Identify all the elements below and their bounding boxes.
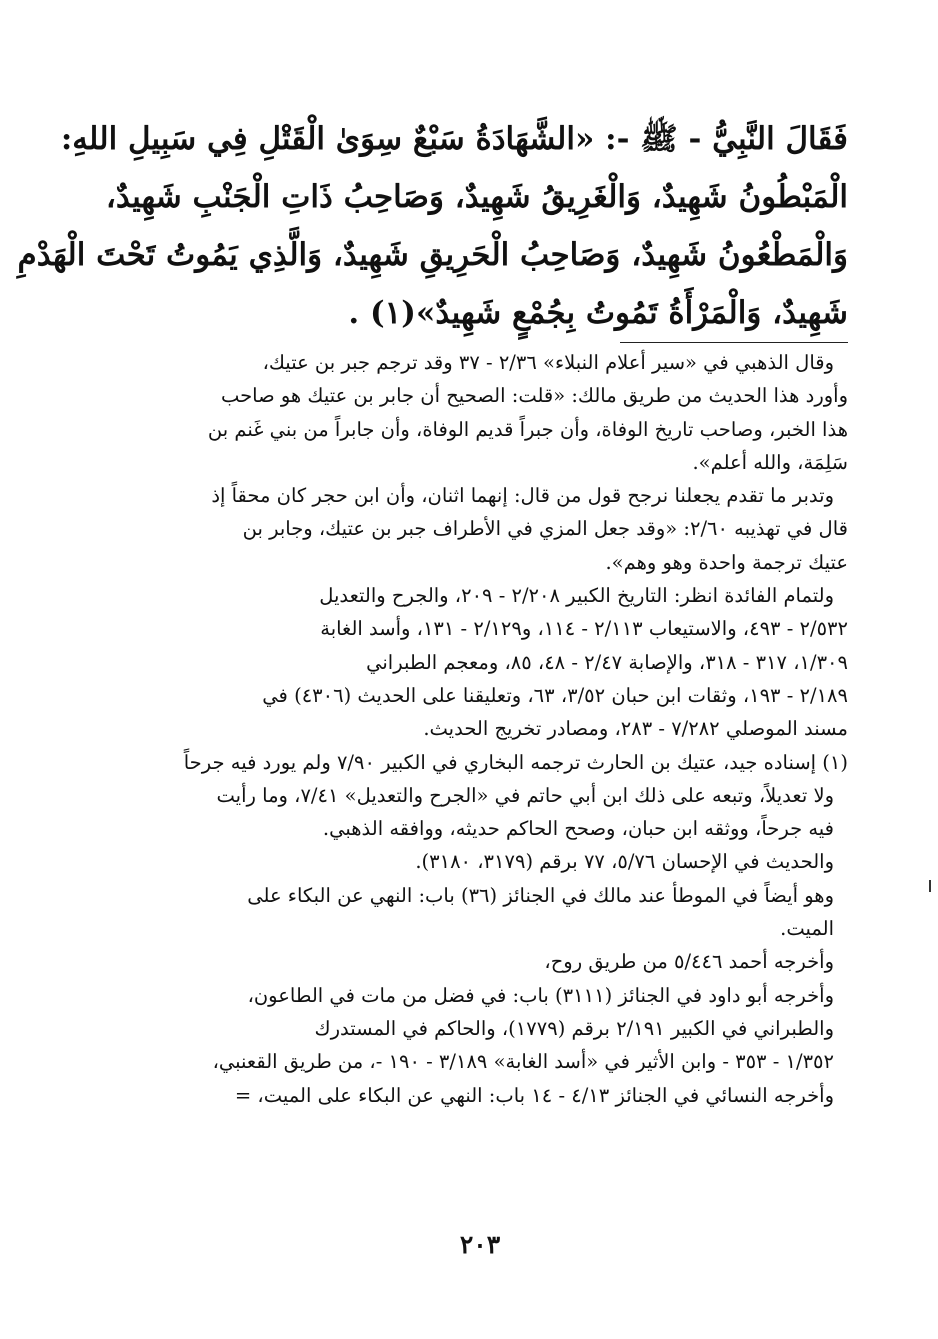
footnote-1-line: فيه جرحاً، ووثقه ابن حبان، وصحح الحاكم حديثه، ووافقه الذهبي. [322,817,834,841]
footnote-1-line: وأخرجه أحمد ٥/٤٤٦ من طريق روح، [544,950,834,974]
note-line: سَلِمَة، والله أعلم». [692,450,848,474]
note-line: ٢/٥٣٢ - ٤٩٣، والاستيعاب ٢/١١٣ - ١١٤، و٢/١٢٩ - ١٣١، وأسد الغابة [320,617,848,641]
footnote-separator [620,342,848,343]
main-hadith-text [17,110,848,342]
note-line: ٢/١٨٩ - ١٩٣، وثقات ابن حبان ٣/٥٢، ٦٣، وتعليقنا على الحديث (٤٣٠٦) في [262,683,848,707]
note-line: وأورد هذا الحديث من طريق مالك: «قلت: الصحيح أن جابر بن عتيك هو صاحب [220,384,848,408]
note-line: قال في تهذيبه ٢/٦٠: «وقد جعل المزي في الأطراف جبر بن عتيك، وجابر بن [242,517,848,541]
note-line: ١/٣٠٩، ٣١٧ - ٣١٨، والإصابة ٢/٤٧ - ٤٨، ٨٥، ومعجم الطبراني [366,650,848,674]
footnote-1-line: (١) إسناده جيد، عتيك بن الحارث ترجمه البخاري في الكبير ٧/٩٠ ولم يورد فيه جرحاً [183,750,848,774]
footnote-1-line: وأخرجه أبو داود في الجنائز (٣١١١) باب: في فضل من مات في الطاعون، [247,983,834,1007]
note-line: وتدبر ما تقدم يجعلنا نرجح قول من قال: إنهما اثنان، وأن ابن حجر كان محقاً إذ [211,484,834,508]
footnote-1-line: الميت. [780,917,834,941]
main-text-line: وَالْمَطْعُونُ شَهِيدٌ، وَصَاحِبُ الْحَرِيقِ شَهِيدٌ، وَالَّذِي يَمُوتُ تَحْتَ الْهَدْمِ [17,237,848,273]
footnote-1-line: وهو أيضاً في الموطأ عند مالك في الجنائز (٣٦) باب: النهي عن البكاء على [247,883,834,907]
main-text-line: شَهِيدٌ، وَالْمَرْأَةُ تَمُوتُ بِجُمْعٍ شَهِيدٌ»(١) . [348,295,848,331]
footnote-1-line: وأخرجه النسائي في الجنائز ٤/١٣ - ١٤ باب: النهي عن البكاء على الميت، = [234,1083,834,1107]
footnote-1-line: والطبراني في الكبير ٢/١٩١ برقم (١٧٧٩)، والحاكم في المستدرك [314,1016,834,1040]
note-line: وقال الذهبي في «سير أعلام النبلاء» ٢/٣٦ - ٣٧ وقد ترجم جبر بن عتيك، [262,351,834,374]
note-line: عتيك ترجمة واحدة وهو وهم». [605,550,848,574]
main-text-line: الْمَبْطُونُ شَهِيدٌ، وَالْغَرِيقُ شَهِيدٌ، وَصَاحِبُ ذَاتِ الْجَنْبِ شَهِيدٌ، [105,179,848,215]
footnote-1-line: والحديث في الإحسان ٥/٧٦، ٧٧ برقم (٣١٧٩، ٣١٨٠). [415,850,834,874]
footnote-1-line: ولا تعديلاً، وتبعه على ذلك ابن أبي حاتم في «الجرح والتعديل» ٧/٤١، وما رأيت [216,783,834,807]
footnotes [118,346,848,1112]
main-text-line: فَقَالَ النَّبِيُّ - ﷺ -: «الشَّهَادَةُ سَبْعٌ سِوَىٰ الْقَتْلِ فِي سَبِيلِ اللهِ: [60,121,848,157]
margin-mark [929,880,931,892]
page-number: ٢٠٣ [459,1230,501,1259]
note-line: ولتمام الفائدة انظر: التاريخ الكبير ٢/٢٠٨ - ٢٠٩، والجرح والتعديل [319,584,834,608]
note-line: مسند الموصلي ٧/٢٨٢ - ٢٨٣، ومصادر تخريج الحديث. [423,717,848,741]
footnote-1-line: ١/٣٥٢ - ٣٥٣ - وابن الأثير في «أسد الغابة» ٣/١٨٩ - ١٩٠ -، من طريق القعنبي، [212,1050,834,1074]
note-line: هذا الخبر، وصاحب تاريخ الوفاة، وأن جبراً قديم الوفاة، وأن جابراً من بني غَنم بن [207,417,848,441]
